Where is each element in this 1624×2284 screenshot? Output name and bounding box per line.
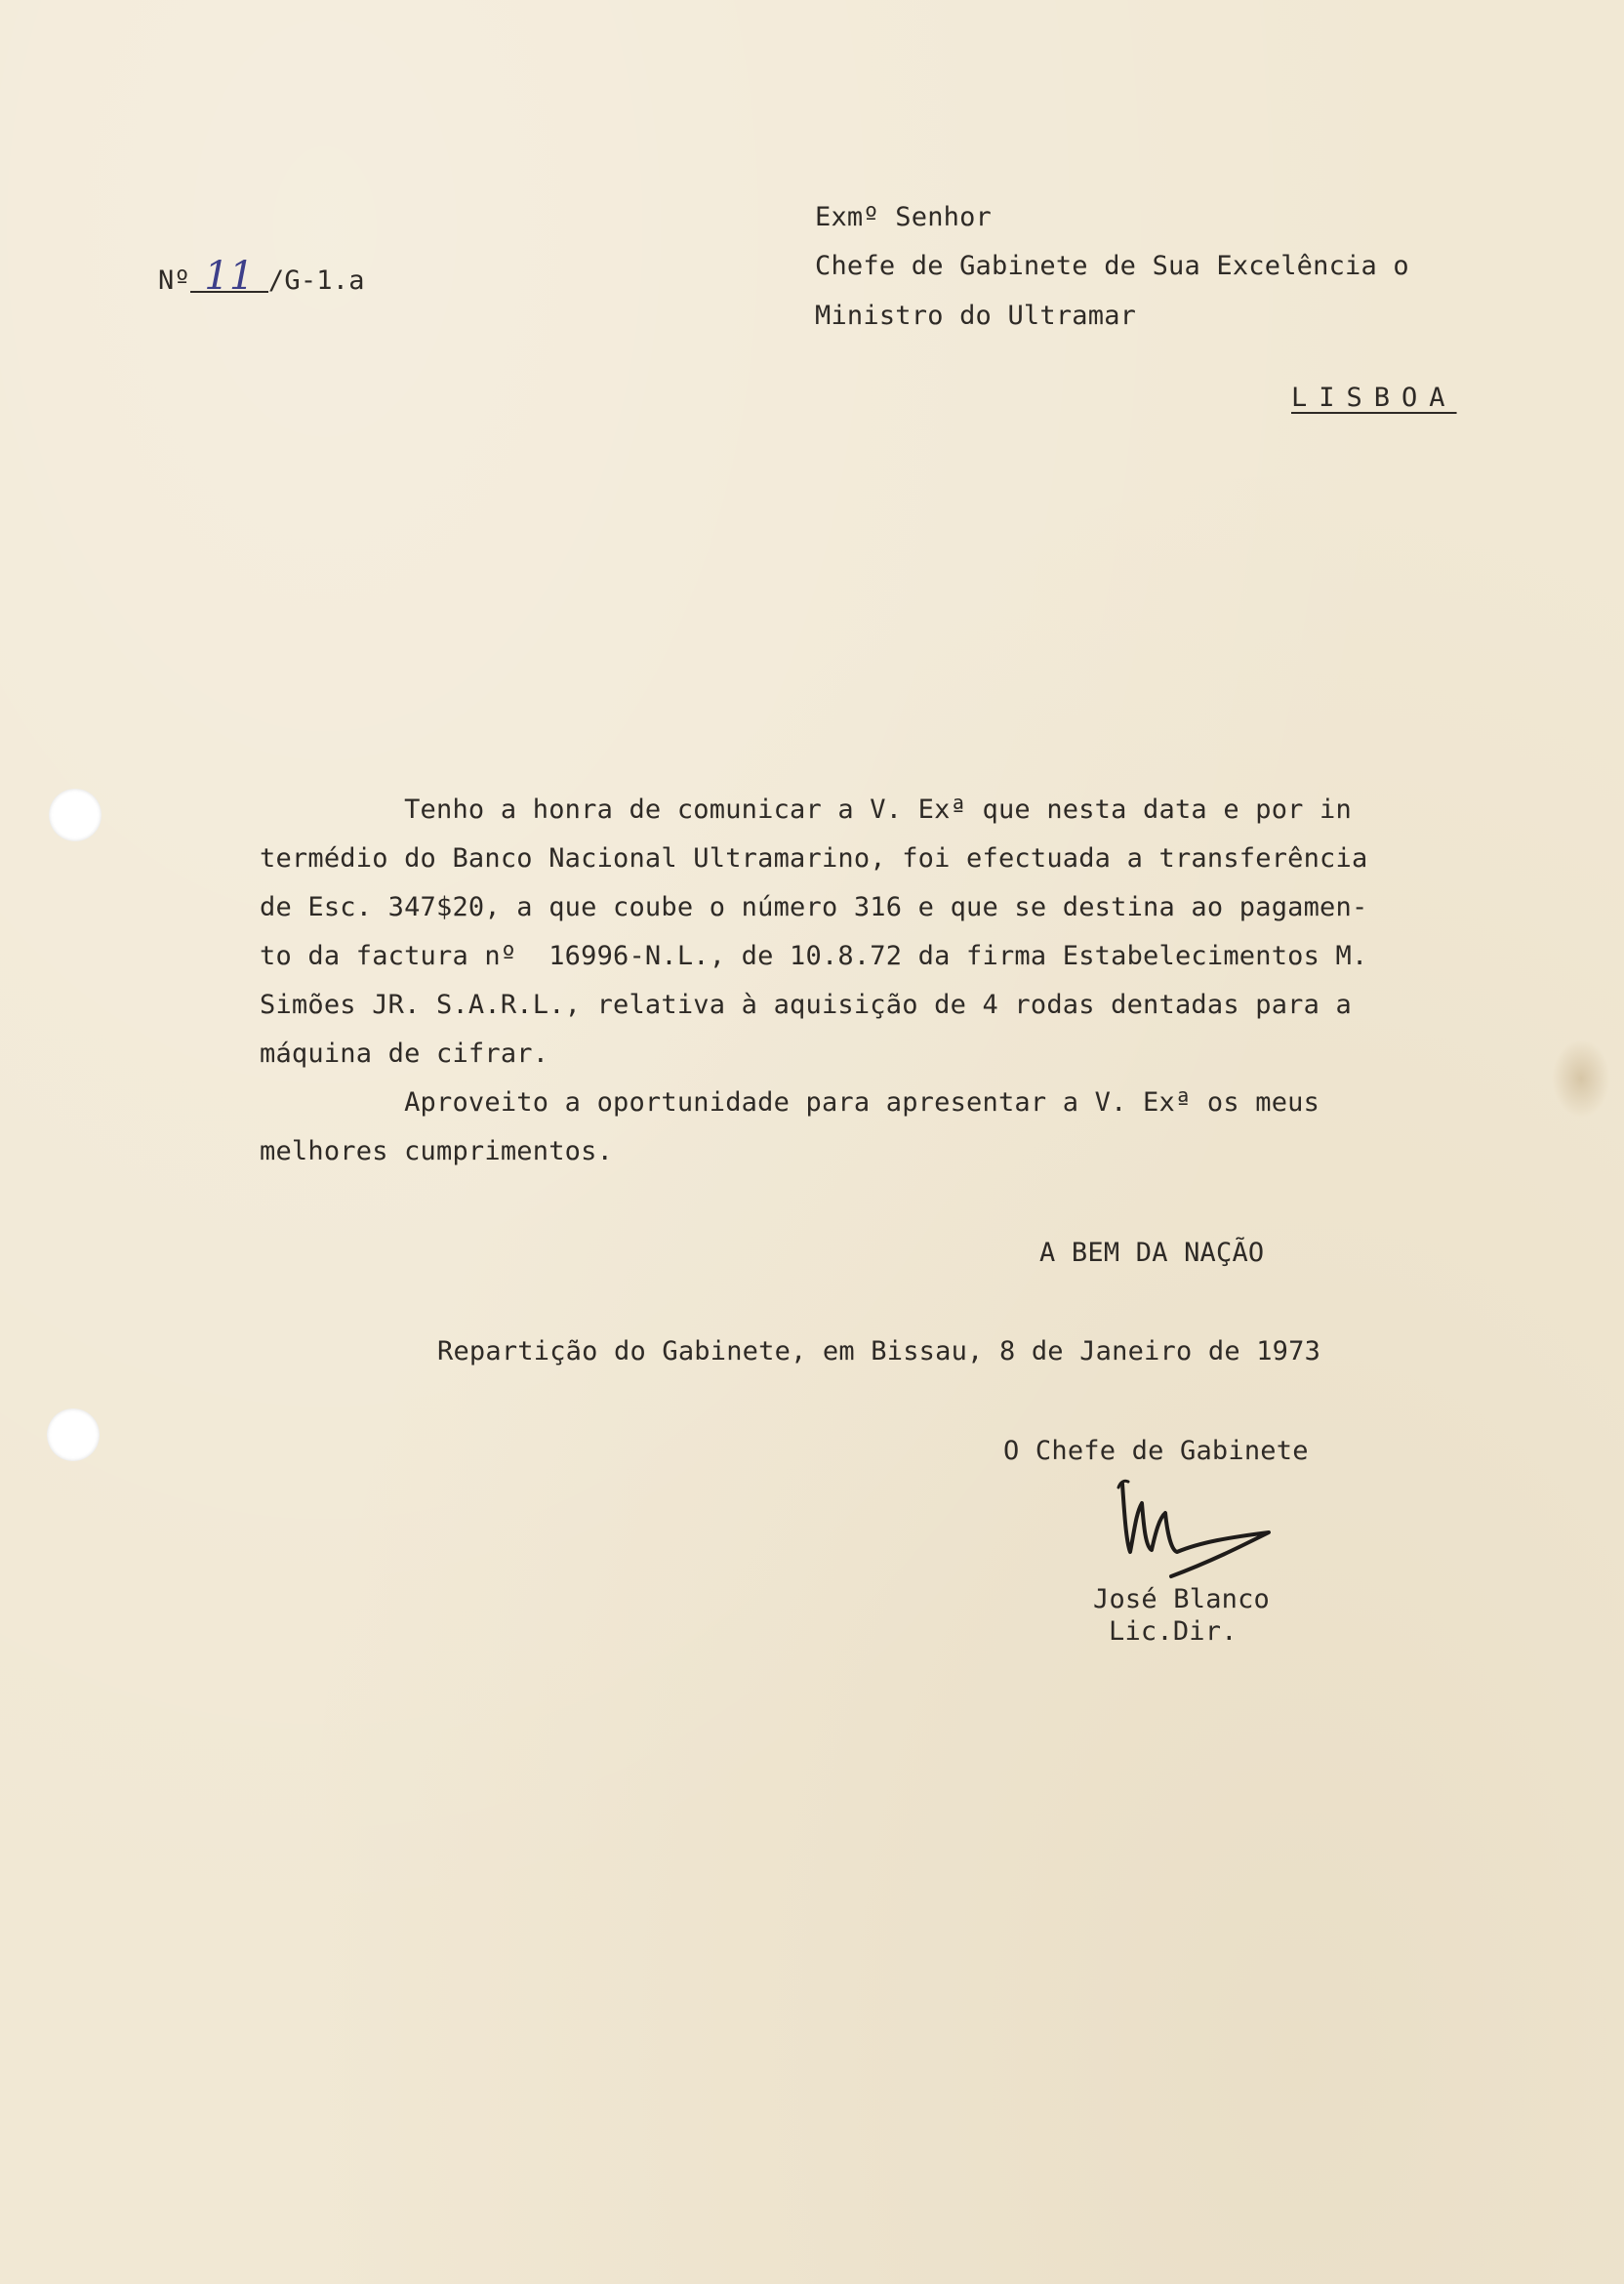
addressee-title: Chefe de Gabinete de Sua Excelência o — [815, 251, 1409, 281]
body-line: melhores cumprimentos. — [260, 1136, 614, 1166]
punch-hole-top — [49, 789, 102, 841]
signer-title: O Chefe de Gabinete — [1003, 1436, 1309, 1466]
addressee-salutation: Exmº Senhor — [815, 202, 993, 232]
letter-body — [260, 795, 1499, 1186]
body-line: to da factura nº 16996-N.L., de 10.8.72 da firma Estabelecimentos M. — [260, 941, 1368, 971]
reference-handwritten-number: 11 — [190, 262, 268, 293]
signer-degree: Lic.Dir. — [1109, 1616, 1238, 1647]
paper-stain — [1552, 1040, 1610, 1118]
signer-name: José Blanco — [1093, 1584, 1271, 1614]
reference-suffix: /G-1.a — [267, 265, 365, 296]
body-line: termédio do Banco Nacional Ultramarino, foi efectuada a transferência — [260, 843, 1368, 874]
addressee-ministry: Ministro do Ultramar — [815, 301, 1137, 331]
body-line: Simões JR. S.A.R.L., relativa à aquisição de 4 rodas dentadas para a — [260, 990, 1352, 1020]
body-line: Tenho a honra de comunicar a V. Exª que nesta data e por in — [260, 795, 1352, 825]
handwritten-signature — [1113, 1474, 1288, 1591]
body-line: de Esc. 347$20, a que coube o número 316 e que se destina ao pagamen- — [260, 892, 1368, 922]
body-line: máquina de cifrar. — [260, 1039, 549, 1069]
punch-hole-bottom — [47, 1408, 100, 1461]
closing-salutation: A BEM DA NAÇÃO — [1039, 1238, 1265, 1268]
reference-number — [158, 254, 365, 299]
reference-prefix: Nº — [158, 265, 190, 296]
body-line: Aproveito a oportunidade para apresentar a V. Exª os meus — [260, 1087, 1320, 1118]
place-date-line: Repartição do Gabinete, em Bissau, 8 de Janeiro de 1973 — [437, 1336, 1321, 1366]
addressee-city: LISBOA — [1291, 383, 1457, 413]
